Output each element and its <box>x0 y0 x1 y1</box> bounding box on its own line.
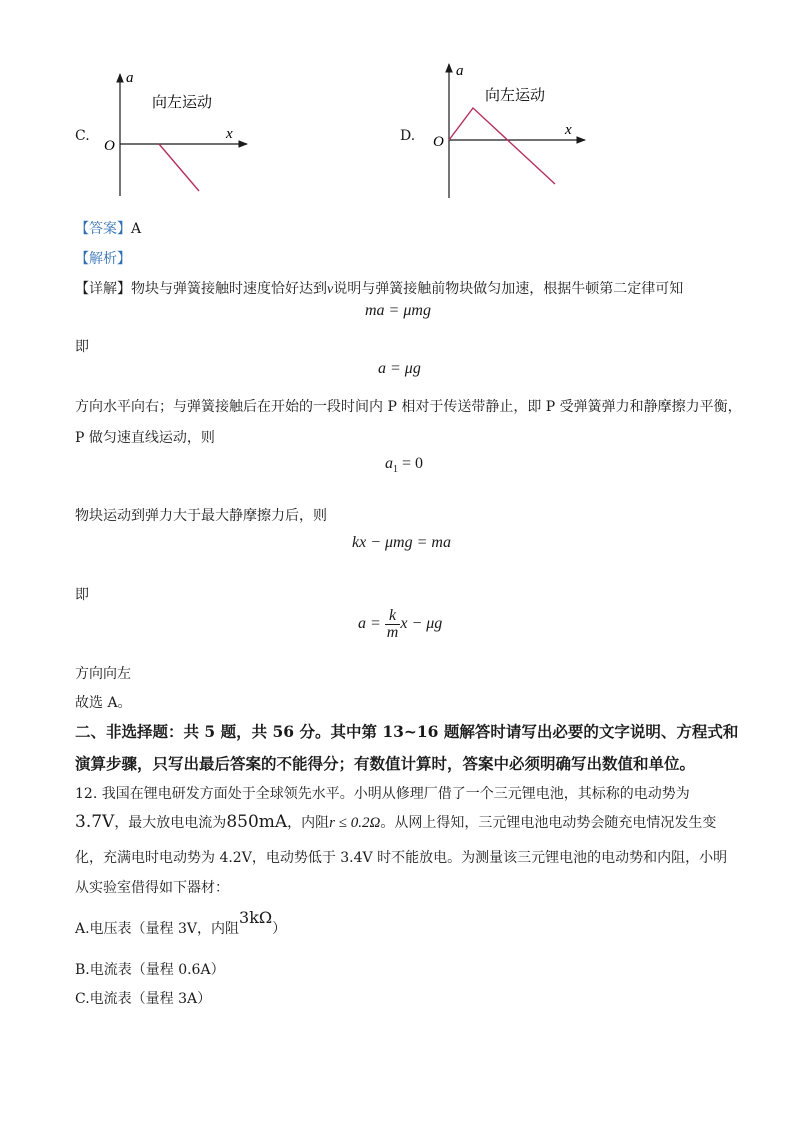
q12-line-1: 12. 我国在锂电研发方面处于全球领先水平。小明从修理厂借了一个三元锂电池，其标称的电动势为 <box>75 786 690 802</box>
option-c-x-label: x <box>226 126 233 142</box>
option-c-caption: 向左运动 <box>152 93 213 111</box>
detail-text-1a: 物块与弹簧接触时速度恰好达到 <box>131 281 327 297</box>
q12-text-2b: ，内阻 <box>287 815 330 831</box>
option-d-caption: 向左运动 <box>485 86 546 104</box>
equation-5 <box>358 608 442 641</box>
analysis-tag: 【解析】 <box>75 251 131 267</box>
q12-line-2 <box>75 812 716 832</box>
q12-option-b: B.电流表（量程 0.6A） <box>75 962 225 978</box>
equation-4: kx − μmg = ma <box>352 534 451 551</box>
q12-text-2c: 。从网上得知，三元锂电池电动势会随充电情况发生变 <box>380 815 717 831</box>
eq3-sub: 1 <box>393 464 398 476</box>
q12-emf: 3.7V <box>75 812 115 832</box>
option-d-curve <box>449 108 555 184</box>
q12-option-a-text: A.电压表（量程 3V，内阻 <box>75 921 240 937</box>
eq5-den: m <box>386 624 399 641</box>
q12-option-a-value: 3kΩ <box>239 908 273 927</box>
ji-2: 即 <box>75 587 89 603</box>
detail-line-1 <box>75 278 683 298</box>
option-c-y-label: a <box>126 70 134 86</box>
detail-v: v <box>327 282 334 297</box>
eq3-rest: = 0 <box>398 455 424 472</box>
detail-text-1b: 说明与弹簧接触前物块做匀加速，根据牛顿第二定律可知 <box>333 281 684 297</box>
option-c-origin: O <box>104 138 115 154</box>
q12-resistance: r ≤ 0.2Ω <box>329 815 381 831</box>
eq5-lhs: a = <box>358 615 385 633</box>
section-line-2: 演算步骤，只写出最后答案的不能得分；有数值计算时，答案中必须明确写出数值和单位。 <box>75 754 696 773</box>
q12-option-c: C.电流表（量程 3A） <box>75 991 212 1007</box>
eq3-a: a <box>385 455 393 472</box>
detail-line-3: P 做匀速直线运动，则 <box>75 430 215 446</box>
eq5-num: k <box>385 608 401 625</box>
equation-3 <box>385 455 423 475</box>
section-line-1: 二、非选择题：共 5 题，共 56 分。其中第 13~16 题解答时请写出必要的文字说明、方程式和 <box>75 722 739 741</box>
option-c-graph <box>95 68 255 198</box>
q12-current: 850mA <box>226 812 288 832</box>
equation-2: a = μg <box>378 360 421 377</box>
option-c-curve <box>159 144 199 191</box>
eq5-fraction <box>385 608 401 641</box>
option-d-origin: O <box>433 134 444 150</box>
q12-text-2a: ，最大放电电流为 <box>114 815 227 831</box>
q12-option-a <box>75 908 287 938</box>
q12-line-4: 从实验室借得如下器材： <box>75 880 229 896</box>
answer-tag: 【答案】 <box>75 221 131 237</box>
detail-tag: 【详解】 <box>75 281 131 297</box>
answer-value: A <box>131 221 142 237</box>
option-d-label: D. <box>400 128 416 144</box>
detail-line-6: 故选 A。 <box>75 695 132 711</box>
detail-line-2: 方向水平向右；与弹簧接触后在开始的一段时间内 P 相对于传送带静止，即 P 受弹簧弹力和静摩擦力平衡， <box>75 399 742 415</box>
option-d-graph <box>425 58 590 200</box>
option-d-x-label: x <box>565 122 572 138</box>
answer-line <box>75 218 141 238</box>
q12-line-3: 化，充满电时电动势为 4.2V，电动势低于 3.4V 时不能放电。为测量该三元锂电池的电动势和内阻，小明 <box>75 850 728 866</box>
q12-option-a-close: ） <box>272 921 287 937</box>
detail-line-4: 物块运动到弹力大于最大静摩擦力后，则 <box>75 508 327 524</box>
detail-line-5: 方向向左 <box>75 666 131 682</box>
option-d-y-label: a <box>456 63 464 79</box>
option-c-label: C. <box>75 128 90 144</box>
equation-1: ma = μmg <box>365 302 431 319</box>
ji-1: 即 <box>75 339 89 355</box>
eq5-rhs: x − μg <box>400 615 443 633</box>
